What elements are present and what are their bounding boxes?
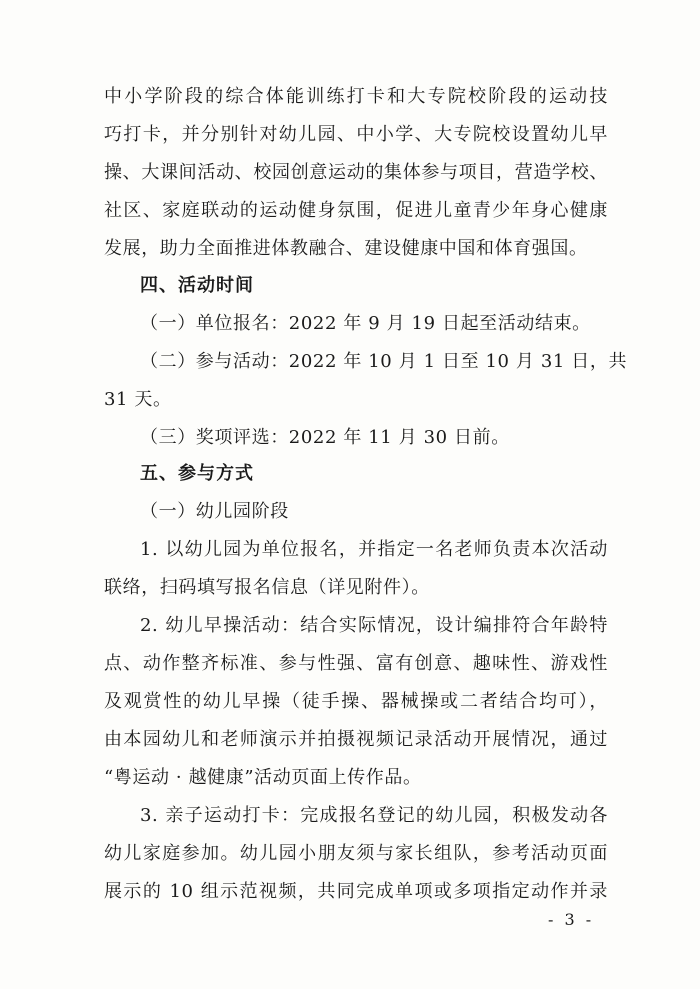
paragraph-line: 点、动作整齐标准、参与性强、富有创意、趣味性、游戏性: [104, 653, 608, 674]
paragraph-line: 3. 亲子运动打卡：完成报名登记的幼儿园，积极发动各: [140, 805, 608, 826]
time-item-awards: （三）奖项评选：2022 年 11 月 30 日前。: [140, 427, 510, 448]
time-item-registration: （一）单位报名：2022 年 9 月 19 日起至活动结束。: [140, 313, 591, 334]
paragraph-line: 中小学阶段的综合体能训练打卡和大专院校阶段的运动技: [104, 86, 608, 107]
paragraph-line: 发展，助力全面推进体教融合、建设健康中国和体育强国。: [104, 238, 588, 259]
paragraph-line: 及观赏性的幼儿早操（徒手操、器械操或二者结合均可），: [104, 691, 608, 712]
page-number: - 3 -: [548, 910, 595, 929]
paragraph-line: 社区、家庭联动的运动健身氛围，促进儿童青少年身心健康: [104, 200, 608, 221]
paragraph-line: 幼儿家庭参加。幼儿园小朋友须与家长组队，参考活动页面: [104, 843, 608, 864]
paragraph-line: “粤运动 · 越健康”活动页面上传作品。: [104, 767, 422, 788]
paragraph-line: 操、大课间活动、校园创意运动的集体参与项目，营造学校、: [104, 162, 608, 183]
time-item-participation: （二）参与活动：2022 年 10 月 1 日至 10 月 31 日，共: [140, 351, 628, 372]
paragraph-line: 展示的 10 组示范视频，共同完成单项或多项指定动作并录: [104, 881, 608, 902]
paragraph-line: 联络，扫码填写报名信息（详见附件）。: [104, 577, 430, 598]
paragraph-line: 巧打卡，并分别针对幼儿园、中小学、大专院校设置幼儿早: [104, 124, 608, 145]
section-heading-participation: 五、参与方式: [140, 463, 254, 484]
paragraph-line: 2. 幼儿早操活动：结合实际情况，设计编排符合年龄特: [140, 615, 608, 636]
time-item-participation-cont: 31 天。: [104, 389, 172, 410]
section-heading-activity-time: 四、活动时间: [140, 275, 254, 296]
paragraph-line: 1. 以幼儿园为单位报名，并指定一名老师负责本次活动: [140, 539, 608, 560]
paragraph-line: 由本园幼儿和老师演示并拍摄视频记录活动开展情况，通过: [104, 729, 608, 750]
subsection-heading-kindergarten: （一）幼儿园阶段: [140, 501, 289, 522]
